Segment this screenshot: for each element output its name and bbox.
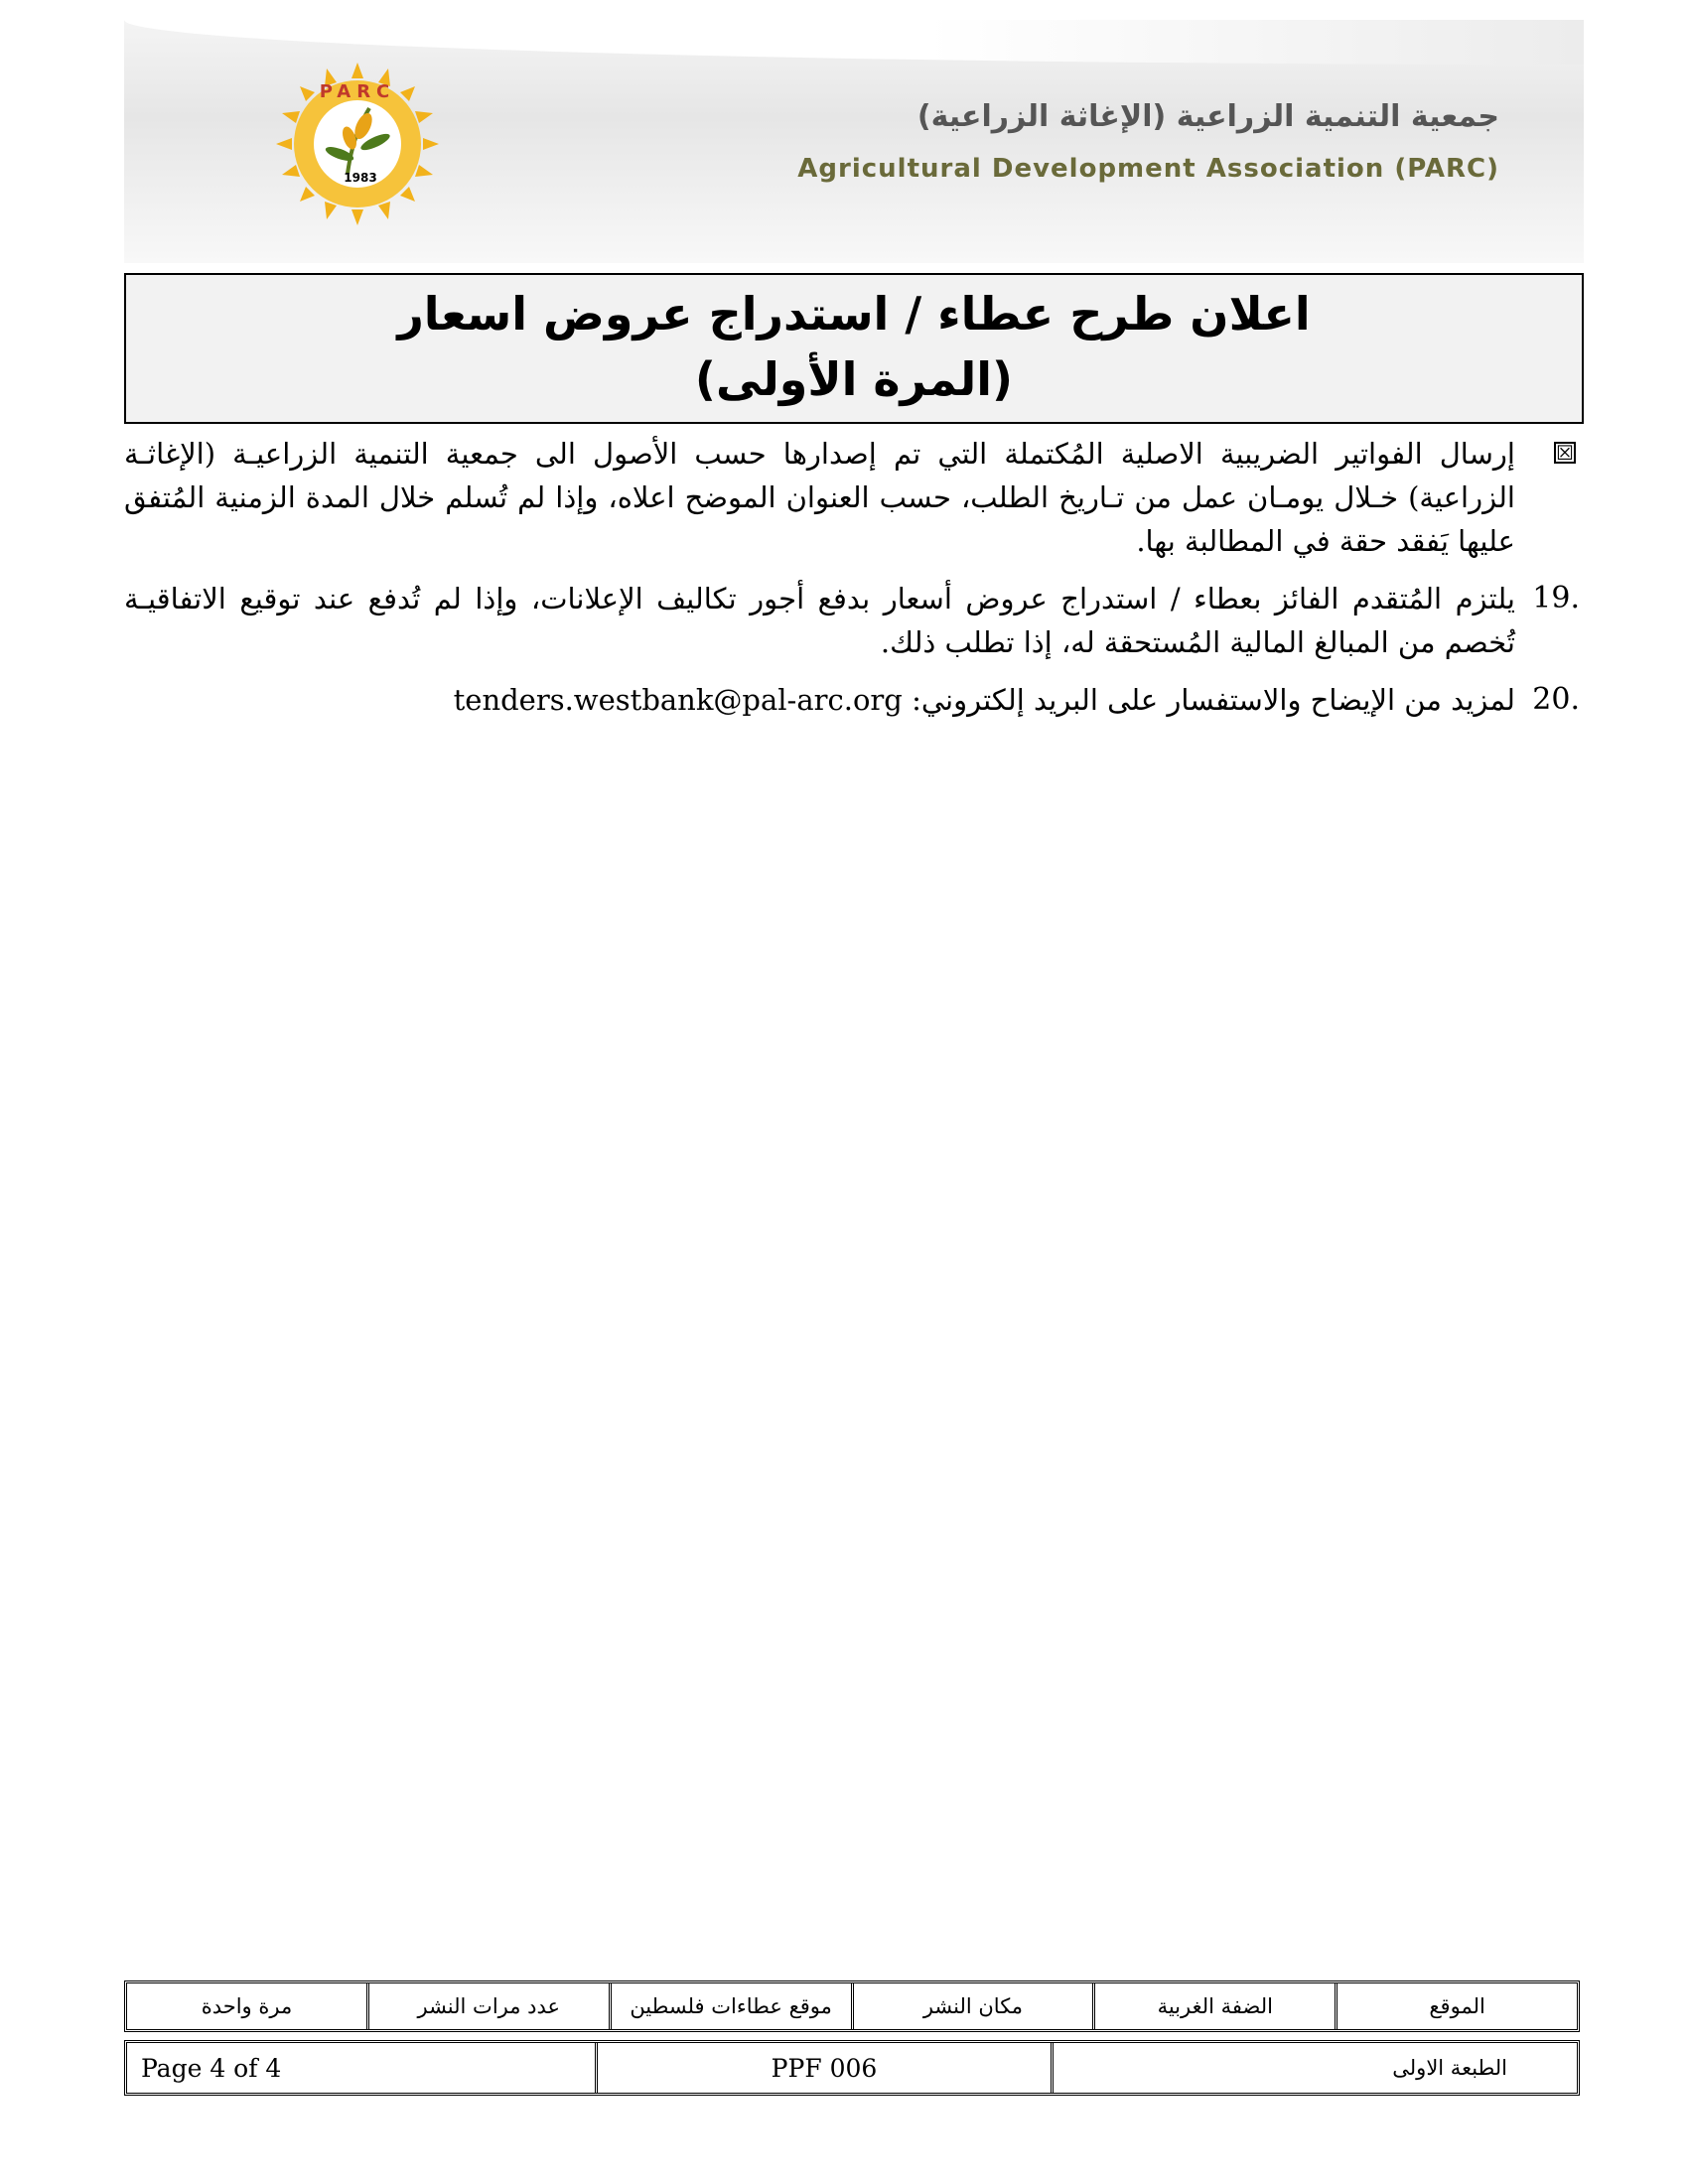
parc-logo xyxy=(233,60,501,228)
document-code: PPF 006 xyxy=(595,2043,1052,2093)
footer-cell: موقع عطاءات فلسطين xyxy=(609,1983,851,2029)
footer-document-table xyxy=(124,2040,1580,2096)
edition-label: الطبعة الاولى xyxy=(1051,2043,1577,2093)
logo-wordmark: PARC xyxy=(319,81,396,102)
footer-cell: مرة واحدة xyxy=(201,1994,293,2018)
footer-cell: مكان النشر xyxy=(851,1983,1093,2029)
item-text: إرسال الفواتير الضريبية الاصلية المُكتملة التي تم إصدارها حسب الأصول الى جمعية التنمية الزراعيـة (الإغاثـة الزراعية) خـلال يومـان عمل من تـاريخ الطلب، حسب العنوان الموضح اعلاه، وإذا لم تُسلم خلال المدة الزمنية المُتفق عليها يَفقد حقة في المطالبة بها. xyxy=(124,437,1515,558)
item-number: 20. xyxy=(1532,682,1580,717)
item-text: لمزيد من الإيضاح والاستفسار على البريد إلكتروني: xyxy=(912,683,1515,717)
announcement-title-box xyxy=(124,273,1584,424)
terms-list xyxy=(124,432,1580,736)
announcement-title: اعلان طرح عطاء / استدراج عروض اسعار xyxy=(397,287,1311,341)
footer-cell: الضفة الغربية xyxy=(1092,1983,1335,2029)
org-name-english: Agricultural Development Association (PARC) xyxy=(797,154,1499,184)
list-item xyxy=(124,577,1580,664)
footer-publication-table xyxy=(124,1980,1580,2032)
item-number: 19. xyxy=(1532,581,1580,615)
item-text: يلتزم المُتقدم الفائز بعطاء / استدراج عروض أسعار بدفع أجور تكاليف الإعلانات، وإذا لم تُدفع عند توقيع الاتفاقيـة تُخصم من المبالغ المالية المُستحقة له، إذا تطلب ذلك. xyxy=(124,582,1515,659)
footer-cell: عدد مرات النشر xyxy=(366,1983,609,2029)
page-number: Page 4 of 4 xyxy=(140,2053,282,2083)
list-item xyxy=(124,678,1580,722)
checkbox-icon: ☒ xyxy=(1554,442,1576,464)
announcement-subtitle: (المرة الأولى) xyxy=(694,352,1014,406)
org-name-arabic: جمعية التنمية الزراعية (الإغاثة الزراعية) xyxy=(916,99,1499,134)
contact-email-link[interactable]: tenders.westbank@pal-arc.org xyxy=(453,683,903,717)
list-item xyxy=(124,432,1580,563)
footer-cell: الموقع xyxy=(1335,1983,1577,2029)
logo-year: 1983 xyxy=(344,171,377,185)
